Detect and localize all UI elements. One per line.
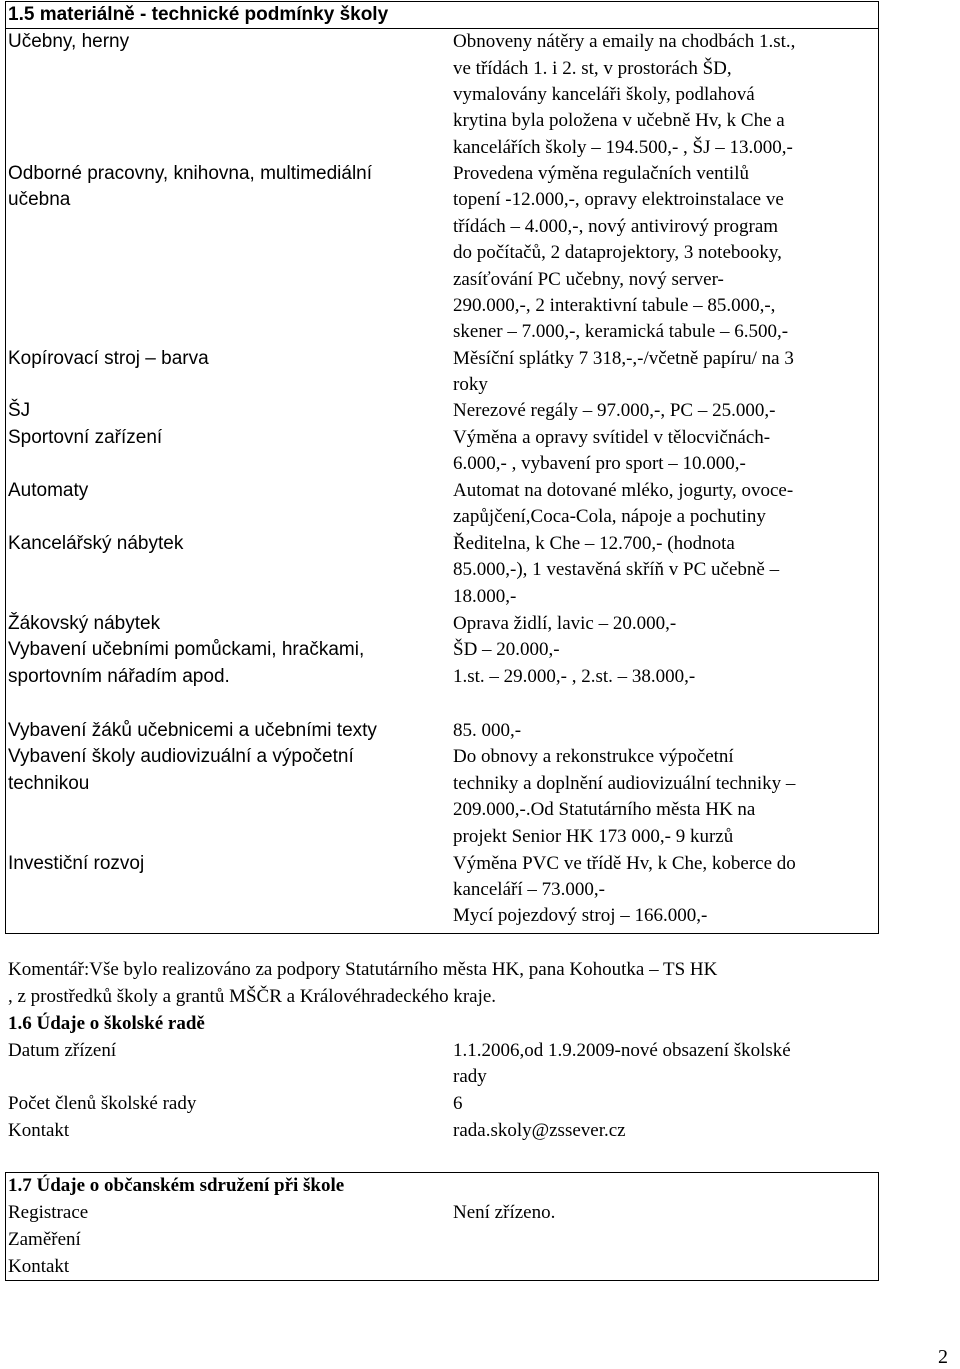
row-label: sportovním nářadím apod. — [8, 666, 230, 687]
contact-email: rada.skoly@zssever.cz — [453, 1120, 626, 1141]
row-value: zapůjčení,Coca-Cola, nápoje a pochutiny — [453, 506, 766, 527]
row-value: Automat na dotované mléko, jogurty, ovoce- — [453, 480, 794, 501]
page-number: 2 — [938, 1346, 948, 1368]
row-label: ŠJ — [8, 400, 31, 421]
row-value: techniky a doplnění audiovizuální techniky – — [453, 773, 796, 794]
row-value: Výměna PVC ve třídě Hv, k Che, koberce do — [453, 853, 796, 874]
row-value: roky — [453, 374, 488, 395]
row-value: 85. 000,- — [453, 720, 522, 741]
row-value: vymalovány kanceláři školy, podlahová — [453, 84, 755, 105]
row-label: Vybavení žáků učebnicemi a učebními texty — [8, 720, 377, 741]
row-label: Investiční rozvoj — [8, 853, 145, 874]
row-value: skener – 7.000,-, keramická tabule – 6.500,- — [453, 321, 789, 342]
row-label: Vybavení učebními pomůckami, hračkami, — [8, 639, 365, 660]
row-value: 6.000,- , vybavení pro sport – 10.000,- — [453, 453, 746, 474]
row-value: 18.000,- — [453, 586, 517, 607]
row-value: kancelářích školy – 194.500,- , ŠJ – 13.000,- — [453, 137, 793, 158]
row-label: Kontakt — [8, 1256, 70, 1277]
row-label: Učebny, herny — [8, 31, 130, 52]
row-label: Registrace — [8, 1202, 89, 1223]
row-value: ve třídách 1. i 2. st, v prostorách ŠD, — [453, 58, 732, 79]
row-value: kanceláří – 73.000,- — [453, 879, 605, 900]
row-value: 209.000,-.Od Statutárního města HK na — [453, 799, 756, 820]
row-value: 1.1.2006,od 1.9.2009-nové obsazení školské — [453, 1040, 791, 1061]
section-16-title: 1.6 Údaje o školské radě — [8, 1013, 205, 1034]
row-value: ŠD – 20.000,- — [453, 639, 560, 660]
row-value: 6 — [453, 1093, 463, 1114]
comment-line: Komentář:Vše bylo realizováno za podpory Statutárního města HK, pana Kohoutka – TS HK — [8, 959, 718, 980]
row-value: projekt Senior HK 173 000,- 9 kurzů — [453, 826, 734, 847]
section-17-title: 1.7 Údaje o občanském sdružení při škole — [8, 1175, 345, 1196]
row-label: Kontakt — [8, 1120, 70, 1141]
row-value: zasíťování PC učebny, nový server- — [453, 269, 724, 290]
row-value: Provedena výměna regulačních ventilů — [453, 163, 749, 184]
row-value: do počítačů, 2 dataprojektory, 3 notebooky, — [453, 242, 782, 263]
row-label: Žákovský nábytek — [8, 613, 161, 634]
row-value: 1.st. – 29.000,- , 2.st. – 38.000,- — [453, 666, 696, 687]
row-value: Do obnovy a rekonstrukce výpočetní — [453, 746, 734, 767]
row-value: Nerezové regály – 97.000,-, PC – 25.000,- — [453, 400, 776, 421]
row-value: rady — [453, 1066, 487, 1087]
row-label: Sportovní zařízení — [8, 427, 163, 448]
row-value: krytina byla položena v učebně Hv, k Che a — [453, 110, 785, 131]
row-label: Datum zřízení — [8, 1040, 117, 1061]
row-label: Zaměření — [8, 1229, 81, 1250]
row-value: třídách – 4.000,-, nový antivirový program — [453, 216, 779, 237]
row-value: Není zřízeno. — [453, 1202, 556, 1223]
row-value: Mycí pojezdový stroj – 166.000,- — [453, 905, 708, 926]
row-value: 85.000,-), 1 vestavěná skříň v PC učebně – — [453, 559, 780, 580]
section-15-title: 1.5 materiálně - technické podmínky školy — [8, 4, 389, 25]
row-label: učebna — [8, 189, 71, 210]
row-value: Ředitelna, k Che – 12.700,- (hodnota — [453, 533, 735, 554]
row-value: Měsíční splátky 7 318,-,-/včetně papíru/ na 3 — [453, 348, 794, 369]
row-label: Vybavení školy audiovizuální a výpočetní — [8, 746, 354, 767]
row-label: Automaty — [8, 480, 89, 501]
row-label: Odborné pracovny, knihovna, multimediální — [8, 163, 373, 184]
row-value: Oprava židlí, lavic – 20.000,- — [453, 613, 677, 634]
row-label: Počet členů školské rady — [8, 1093, 197, 1114]
row-value: 290.000,-, 2 interaktivní tabule – 85.000,-, — [453, 295, 776, 316]
row-label: technikou — [8, 773, 90, 794]
comment-line: , z prostředků školy a grantů MŠČR a Královéhradeckého kraje. — [8, 986, 497, 1007]
row-value: topení -12.000,-, opravy elektroinstalace ve — [453, 189, 784, 210]
row-value: Obnoveny nátěry a emaily na chodbách 1.st., — [453, 31, 796, 52]
row-value: Výměna a opravy svítidel v tělocvičnách- — [453, 427, 771, 448]
row-label: Kancelářský nábytek — [8, 533, 184, 554]
row-label: Kopírovací stroj – barva — [8, 348, 209, 369]
